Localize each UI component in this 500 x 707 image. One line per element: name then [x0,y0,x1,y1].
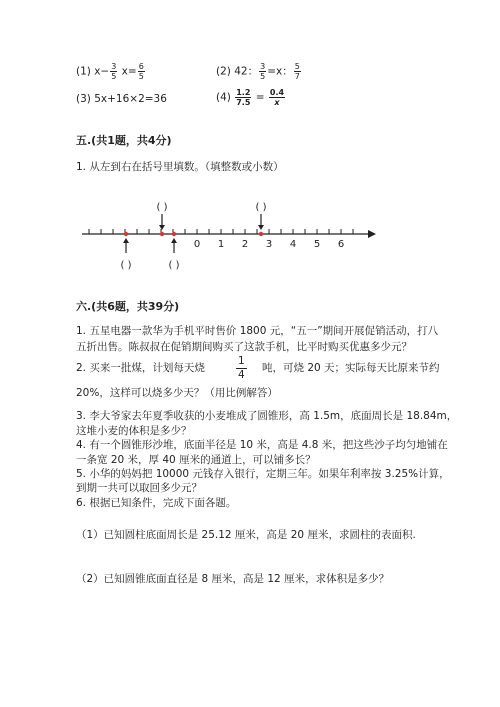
question-6: 6. 根据已知条件，完成下面各题。 [76,497,237,509]
point-marker [172,232,176,236]
tick-label-5: 5 [313,239,321,250]
equation-number: (4) [216,91,231,104]
tick-label-6: 6 [337,239,345,250]
down-arrow-head [159,225,165,230]
bottom-bracket: ( ) [120,260,132,271]
up-arrow-head [171,238,177,243]
fraction: $\frac{1.2}{7.5}$ [236,88,251,107]
section-5-question-1: 1. 从左到右在括号里填数。（填整数或小数） [76,161,284,173]
question-2-fraction: 1 4 [238,355,245,381]
equation-text: = [255,91,265,104]
equation-text: x− [94,65,110,78]
equation-number: (2) [216,65,231,78]
question-5-line-2: 到期一共可以取回多少元？ [76,482,202,494]
question-1-line-1: 1. 五星电器一款华为手机平时售价 1800 元，“五一”期间开展促销活动，打八 [76,325,439,337]
point-marker [124,232,128,236]
top-bracket: ( ) [255,202,267,213]
fraction: $\frac{3}{5}$ [260,62,266,81]
fraction: $\frac{6}{5}$ [138,62,144,81]
question-2-text-a: 2. 买来一批煤，计划每天烧 [76,362,205,374]
tick-label-2: 2 [241,239,249,250]
equation-4 [216,88,286,107]
point-marker [259,232,263,236]
tick-label-4: 4 [289,239,297,250]
question-3-line-1: 3. 李大爷家去年夏季收获的小麦堆成了圆锥形，高 1.5m，底面周长是 18.84m， [76,410,458,422]
question-4-line-1: 4. 有一个圆锥形沙堆，底面半径是 10 米，高是 4.8 米，把这些沙子均匀地铺在 [76,439,448,451]
equation-text: 5x+16×2=36 [94,93,167,105]
question-4-line-2: 一条宽 20 米，厚 40 厘米的通道上，可以铺多长？ [76,454,316,466]
equation-text: =x： [267,65,293,78]
minor-ticks [89,229,353,234]
question-2-text-b: 吨，可烧 20 天；实际每天比原来节约 [262,362,440,374]
equation-text: 42： [234,65,259,78]
equation-2 [216,62,302,81]
question-1-line-2: 五折出售。陈叔叔在促销期间购买了这款手机，比平时购买优惠多少元？ [76,341,412,353]
bottom-bracket: ( ) [168,260,180,271]
equation-number: (1) [76,65,91,78]
fraction: $\frac{5}{7}$ [294,62,300,81]
equation-1 [76,62,146,81]
tick-label-3: 3 [265,239,273,250]
fraction: $\frac{0.4}{x}$ [269,88,285,107]
question-6-part-2: （2）已知圆锥底面直径是 8 厘米，高是 12 厘米，求体积是多少？ [76,573,390,585]
tick-label-1: 1 [217,239,225,250]
number-line-arrow [368,230,376,238]
equation-text: x= [121,65,137,78]
equation-number: (3) [76,93,91,105]
top-bracket: ( ) [156,202,168,213]
section-5-heading: 五.(共1题，共4分) [76,134,172,147]
point-marker [160,232,164,236]
equation-3 [76,92,167,106]
section-6-heading: 六.(共6题，共39分) [76,300,180,313]
up-arrow-head [123,238,129,243]
question-3-line-2: 这堆小麦的体积是多少？ [76,425,192,437]
tick-label-0: 0 [193,239,201,250]
down-arrow-head [258,225,264,230]
question-5-line-1: 5. 小华的妈妈把 10000 元钱存入银行，定期三年。如果年利率按 3.25%计算， [76,468,450,480]
fraction: $\frac{3}{5}$ [111,62,117,81]
question-2-line-2: 20%，这样可以烧多少天？（用比例解答） [76,387,278,399]
number-line [0,196,500,276]
question-6-part-1: （1）已知圆柱底面周长是 25.12 厘米，高是 20 厘米，求圆柱的表面积. [76,529,416,541]
